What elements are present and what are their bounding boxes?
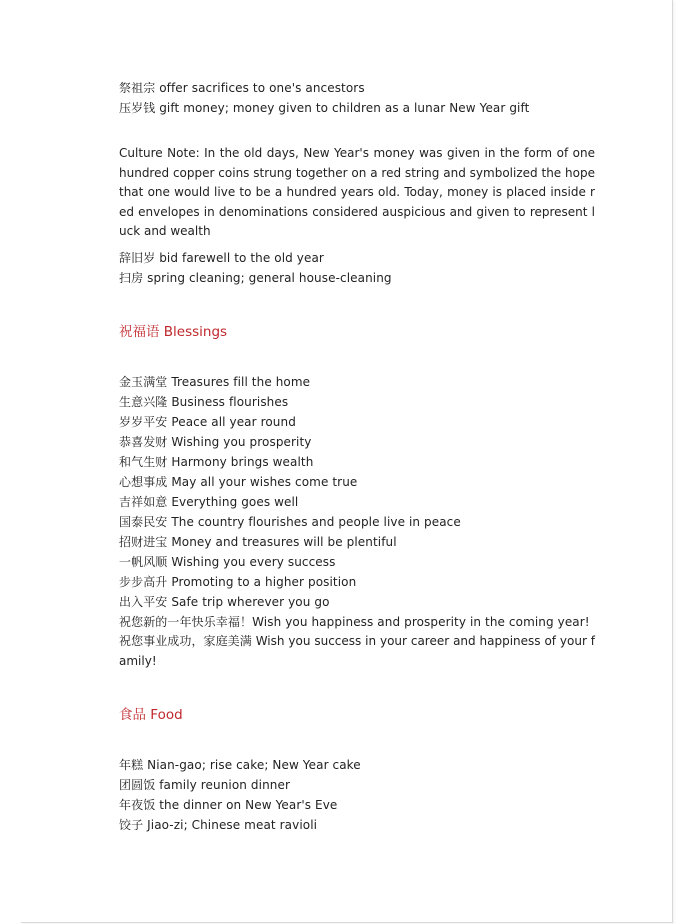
glossary-entry: 扫房 spring cleaning; general house-cleaning [119, 270, 392, 285]
food-list [119, 755, 595, 835]
blessing-item: 步步高升 Promoting to a higher position [119, 574, 357, 589]
blessing-item: 恭喜发财 Wishing you prosperity [119, 434, 312, 449]
food-item: 年糕 Nian-gao; rise cake; New Year cake [119, 758, 361, 773]
document-page [21, 0, 673, 923]
glossary-entry: 辞旧岁 bid farewell to the old year [119, 250, 324, 265]
blessing-item: 招财进宝 Money and treasures will be plentiful [119, 534, 397, 549]
food-item: 饺子 Jiao-zi; Chinese meat ravioli [119, 818, 318, 833]
blessing-item: 国泰民安 The country flourishes and people live in peace [119, 514, 461, 529]
food-item: 团圆饭 family reunion dinner [119, 778, 291, 793]
blessing-item: 岁岁平安 Peace all year round [119, 414, 296, 429]
glossary-entry: 祭祖宗 offer sacrifices to one's ancestors [119, 81, 365, 95]
food-item: 年夜饭 the dinner on New Year's Eve [119, 798, 338, 813]
blessing-item: 吉祥如意 Everything goes well [119, 494, 299, 509]
blessings-heading: 祝福语 Blessings [119, 323, 228, 340]
glossary-mid [119, 248, 595, 288]
blessing-item: 金玉满堂 Treasures fill the home [119, 374, 311, 389]
blessings-list [119, 372, 595, 671]
glossary-top [119, 78, 595, 118]
culture-note: Culture Note: In the old days, New Year's money was given in the form of one hundred copper coins strung together on a red string and symbolized the hope that one would live to be a hundred years old. Today, money is placed inside red envelopes in denominations considered auspicious and given to represent luck and wealth [119, 146, 595, 239]
blessing-item: 心想事成 May all your wishes come true [119, 474, 358, 489]
page-content [119, 78, 595, 835]
blessing-item: 生意兴隆 Business flourishes [119, 394, 289, 409]
blessing-item: 出入平安 Safe trip wherever you go [119, 594, 330, 609]
food-heading: 食品 Food [119, 707, 183, 724]
blessing-item: 和气生财 Harmony brings wealth [119, 454, 314, 469]
blessing-item: 一帆风顺 Wishing you every success [119, 554, 336, 569]
blessing-item: 祝您新的一年快乐幸福！Wish you happiness and prosperity in the coming year! [119, 614, 590, 629]
blessing-item: 祝您事业成功，家庭美满 Wish you success in your career and happiness of your family! [119, 633, 595, 668]
glossary-entry: 压岁钱 gift money; money given to children as a lunar New Year gift [119, 101, 530, 115]
